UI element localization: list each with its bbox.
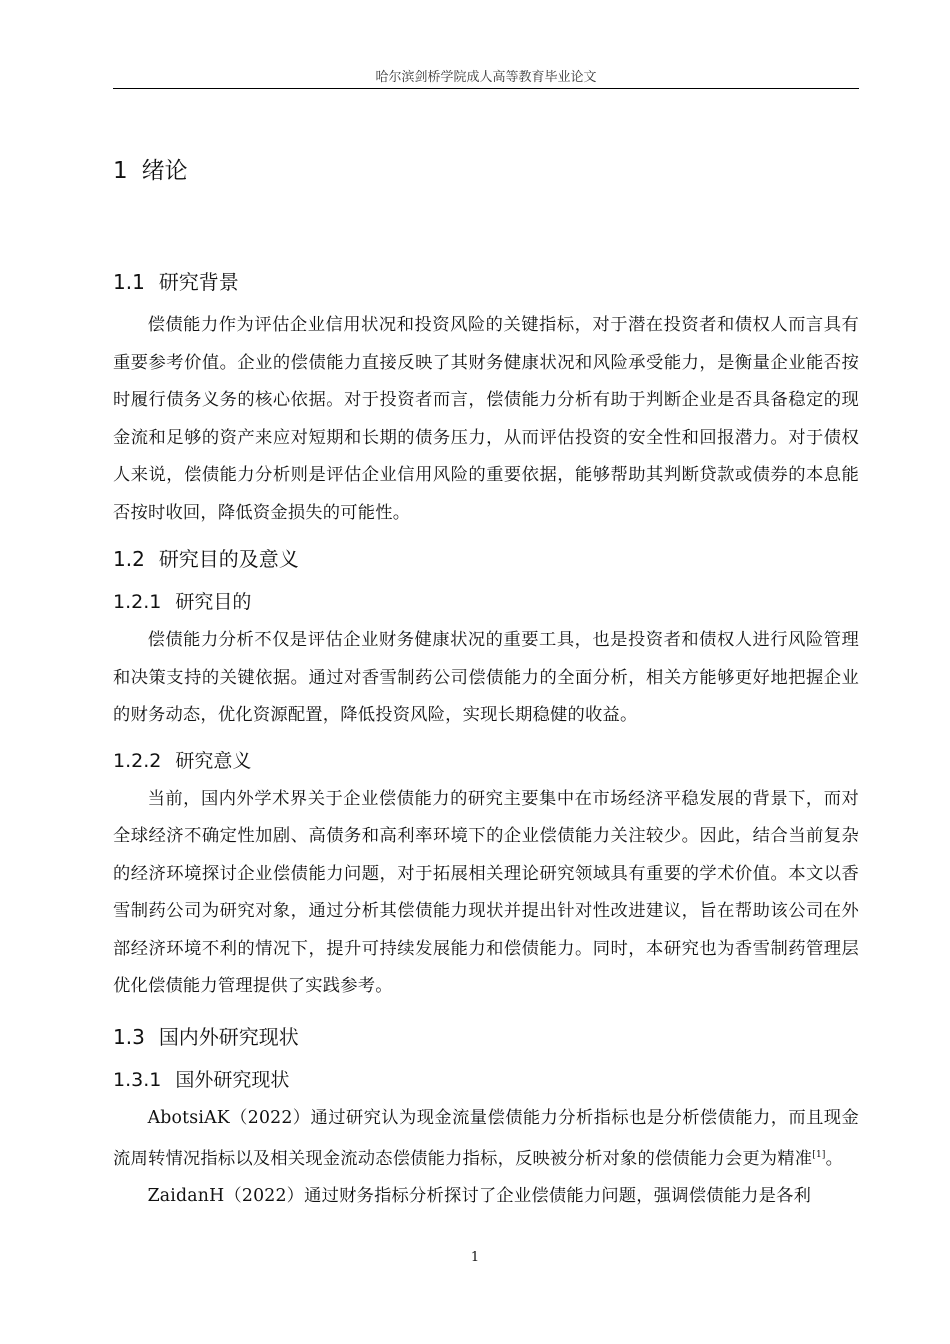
paper-content (113, 140, 859, 1216)
section-number: 1.3 (113, 1024, 145, 1049)
subsection-heading-1-2-1 (113, 584, 859, 620)
subsection-title: 国外研究现状 (175, 1068, 290, 1091)
paragraph: ZaidanH（2022）通过财务指标分析探讨了企业偿债能力问题，强调偿债能力是各利 (147, 1186, 812, 1207)
section-title: 国内外研究现状 (158, 1024, 299, 1049)
section-number: 1.1 (113, 270, 145, 294)
chapter-title: 绪论 (141, 158, 188, 184)
subsection-number: 1.2.2 (113, 749, 162, 772)
chapter-heading (113, 152, 859, 185)
page-number: 1 (470, 1250, 480, 1265)
subsection-number: 1.2.1 (113, 591, 162, 613)
subsection-heading-1-2-2 (113, 743, 859, 779)
citation-ref: [1] (812, 1150, 826, 1160)
subsection-number: 1.3.1 (113, 1068, 162, 1091)
paragraph-end: 。 (825, 1148, 844, 1169)
paragraph (113, 1100, 859, 1179)
subsection-heading-1-3-1 (113, 1062, 859, 1098)
paragraph: 当前，国内外学术界关于企业偿债能力的研究主要集中在市场经济平稳发展的背景下，而对全球经济不确定性加剧、高债务和高利率环境下的企业偿债能力关注较少。因此，结合当前复杂的经济环境探讨企业偿债能力问题，对于拓展相关理论研究领域具有重要的学术价值。本文以香雪制药公司为研究对象，通过分析其偿债能力现状并提出针对性改进建议，旨在帮助该公司在外部经济环境不利的情况下，提升可持续发展能力和偿债能力。同时，本研究也为香雪制药管理层优化偿债能力管理提供了实践参考。 (113, 788, 859, 996)
subsection-title: 研究意义 (175, 749, 252, 772)
section-heading-1-1 (113, 263, 859, 301)
chapter-number: 1 (113, 158, 128, 184)
running-header: 哈尔滨剑桥学院成人高等教育毕业论文 (375, 70, 597, 85)
section-heading-1-2 (113, 540, 859, 578)
paragraph-text: AbotsiAK（2022）通过研究认为现金流量偿债能力分析指标也是分析偿债能力，而且现金流周转情况指标以及相关现金流动态偿债能力指标，反映被分析对象的偿债能力会更为精准 (113, 1107, 859, 1169)
section-heading-1-3 (113, 1018, 859, 1056)
paragraph: 偿债能力作为评估企业信用状况和投资风险的关键指标，对于潜在投资者和债权人而言具有重要参考价值。企业的偿债能力直接反映了其财务健康状况和风险承受能力，是衡量企业能否按时履行债务义务的核心依据。对于投资者而言，偿债能力分析有助于判断企业是否具备稳定的现金流和足够的资产来应对短期和长期的债务压力，从而评估投资的安全性和回报潜力。对于债权人来说，偿债能力分析则是评估企业信用风险的重要依据，能够帮助其判断贷款或债券的本息能否按时收回，降低资金损失的可能性。 (113, 315, 859, 523)
section-number: 1.2 (113, 547, 145, 571)
section-title: 研究目的及意义 (158, 547, 299, 571)
subsection-title: 研究目的 (175, 591, 252, 613)
header-rule (113, 88, 859, 89)
section-title: 研究背景 (158, 270, 239, 294)
paragraph: 偿债能力分析不仅是评估企业财务健康状况的重要工具，也是投资者和债权人进行风险管理和决策支持的关键依据。通过对香雪制药公司偿债能力的全面分析，相关方能够更好地把握企业的财务动态，优化资源配置，降低投资风险，实现长期稳健的收益。 (113, 630, 859, 725)
